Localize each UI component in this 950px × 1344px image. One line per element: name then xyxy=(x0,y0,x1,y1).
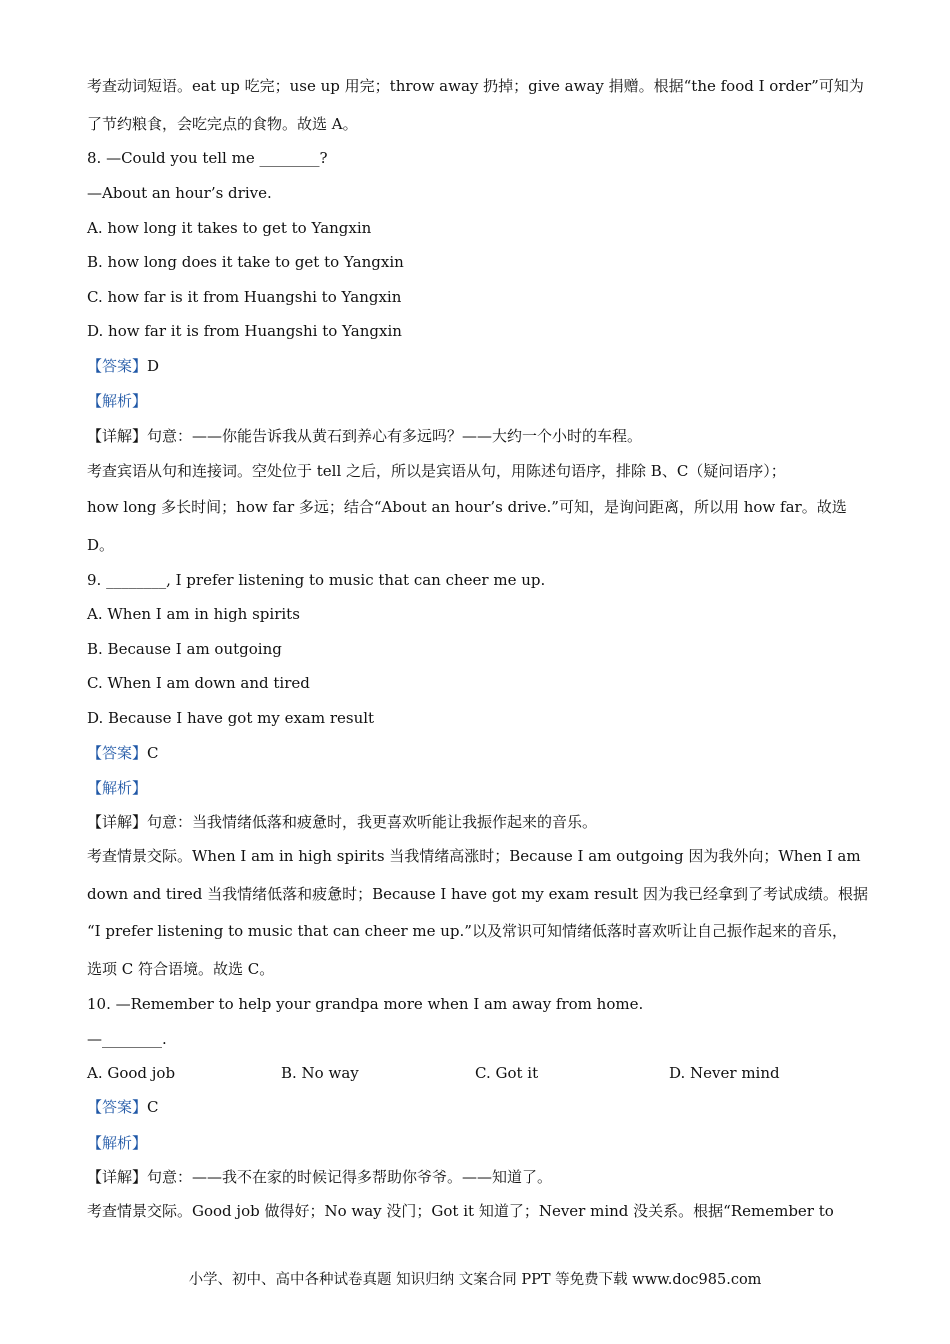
q10-question: 10. —Remember to help your grandpa more when I am away from home. xyxy=(87,995,644,1013)
q10-option-c: C. Got it xyxy=(475,1064,539,1082)
q10-option-a: A. Good job xyxy=(87,1064,176,1082)
detail-text: 句意：当我情绪低落和疲惫时，我更喜欢听能让我振作起来的音乐。 xyxy=(147,813,598,831)
answer-tag: 【答案】 xyxy=(87,1098,148,1116)
q8-option-c: C. how far is it from Huangshi to Yangxin xyxy=(87,288,402,306)
q9-option-c: C. When I am down and tired xyxy=(87,674,310,692)
q10-analysis xyxy=(87,1133,147,1153)
q10-detail xyxy=(87,1167,552,1187)
q10-answer xyxy=(87,1097,159,1117)
q10-explain-line-1: 考查情景交际。Good job 做得好；No way 没门；Got it 知道了；Never mind 没关系。根据“Remember to xyxy=(87,1202,834,1220)
detail-tag: 【详解】 xyxy=(87,813,148,831)
answer-tag: 【答案】 xyxy=(87,357,148,375)
q8-option-a: A. how long it takes to get to Yangxin xyxy=(87,219,372,237)
q8-option-d: D. how far it is from Huangshi to Yangxin xyxy=(87,322,402,340)
answer-value: D xyxy=(147,357,160,375)
detail-tag: 【详解】 xyxy=(87,427,148,445)
q10-option-b: B. No way xyxy=(281,1064,359,1082)
detail-text: 句意：——你能告诉我从黄石到养心有多远吗？——大约一个小时的车程。 xyxy=(147,427,643,445)
q9-explain-line-1: 考查情景交际。When I am in high spirits 当我情绪高涨时；Because I am outgoing 因为我外向；When I am xyxy=(87,847,861,865)
q8-analysis xyxy=(87,391,147,411)
q9-question: 9. ________, I prefer listening to music that can cheer me up. xyxy=(87,571,546,589)
q8-detail xyxy=(87,426,642,446)
q7-explain-line-2: 了节约粮食，会吃完点的食物。故选 A。 xyxy=(87,115,358,133)
q7-explain-line-1: 考查动词短语。eat up 吃完；use up 用完；throw away 扔掉；give away 捐赠。根据“the food I order”可知为 xyxy=(87,77,864,95)
answer-value: C xyxy=(147,1098,159,1116)
q9-explain-line-4: 选项 C 符合语境。故选 C。 xyxy=(87,960,275,978)
q9-answer xyxy=(87,743,159,763)
q9-option-a: A. When I am in high spirits xyxy=(87,605,300,623)
q8-answer xyxy=(87,356,159,376)
q8-explain-line-1: 考查宾语从句和连接词。空处位于 tell 之后，所以是宾语从句，用陈述句语序，排除 B、C（疑问语序）； xyxy=(87,462,786,480)
analysis-tag: 【解析】 xyxy=(87,779,148,797)
analysis-tag: 【解析】 xyxy=(87,392,148,410)
q9-analysis xyxy=(87,778,147,798)
answer-value: C xyxy=(147,744,159,762)
analysis-tag: 【解析】 xyxy=(87,1134,148,1152)
q8-question: 8. —Could you tell me ________? xyxy=(87,149,328,167)
q8-response: —About an hour’s drive. xyxy=(87,184,272,202)
q9-option-d: D. Because I have got my exam result xyxy=(87,709,375,727)
q8-explain-line-3: D。 xyxy=(87,536,115,554)
q9-option-b: B. Because I am outgoing xyxy=(87,640,282,658)
answer-tag: 【答案】 xyxy=(87,744,148,762)
q10-response: —________. xyxy=(87,1030,167,1048)
q9-explain-line-2: down and tired 当我情绪低落和疲惫时；Because I have got my exam result 因为我已经拿到了考试成绩。根据 xyxy=(87,885,868,903)
q9-explain-line-3: “I prefer listening to music that can cheer me up.”以及常识可知情绪低落时喜欢听让自己振作起来的音乐， xyxy=(87,922,847,940)
page-footer: 小学、初中、高中各种试卷真题 知识归纳 文案合同 PPT 等免费下载 www.doc985.com xyxy=(188,1272,762,1288)
q8-option-b: B. how long does it take to get to Yangxin xyxy=(87,253,404,271)
q10-option-d: D. Never mind xyxy=(669,1064,780,1082)
q9-detail xyxy=(87,812,597,832)
detail-tag: 【详解】 xyxy=(87,1168,148,1186)
detail-text: 句意：——我不在家的时候记得多帮助你爷爷。——知道了。 xyxy=(147,1168,553,1186)
q8-explain-line-2: how long 多长时间；how far 多远；结合“About an hour’s drive.”可知，是询问距离，所以用 how far。故选 xyxy=(87,498,847,516)
